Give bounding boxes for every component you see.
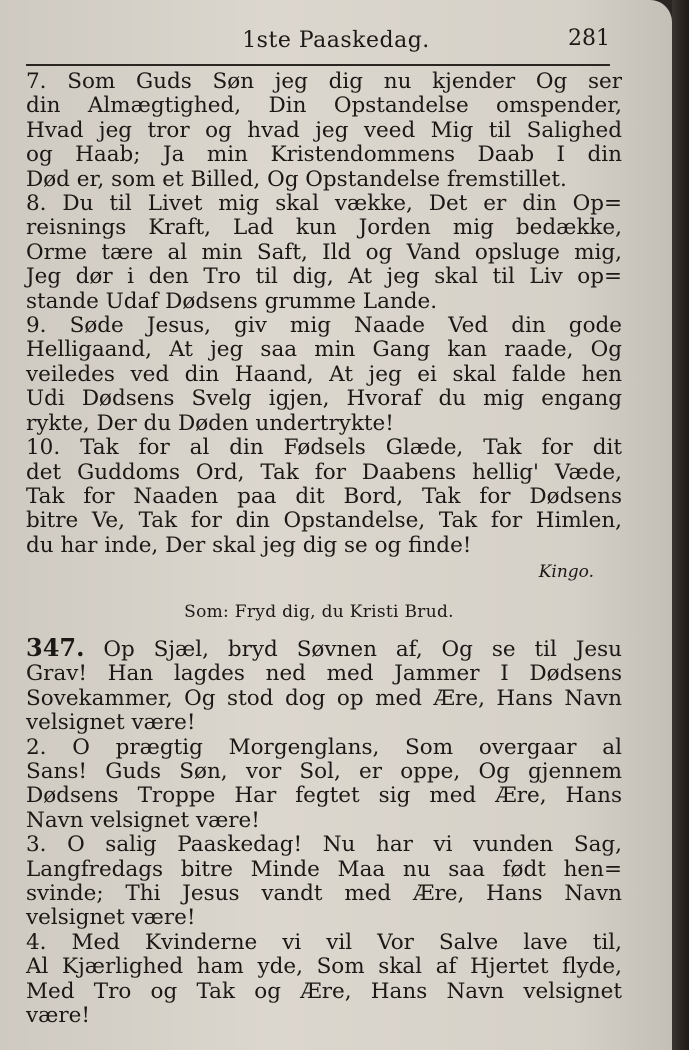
text-line: det Guddoms Ord, Tak for Daabens hellig' Væde, <box>26 459 622 485</box>
text-line: stande Udaf Dødsens grumme Lande. <box>26 288 438 314</box>
text-line: 4. Med Kvinderne vi vil Vor Salve lave til, <box>26 929 622 955</box>
text-line: Hvad jeg tror og hvad jeg veed Mig til Salighed <box>26 117 622 143</box>
text-line: 9. Søde Jesus, giv mig Naade Ved din gode <box>26 313 622 339</box>
text-line: veiledes ved din Haand, At jeg ei skal falde hen <box>26 361 622 387</box>
text-line: din Almægtighed, Din Opstandelse omspender, <box>26 93 622 119</box>
author-attribution: Kingo. <box>538 562 594 582</box>
text-line: Langfredags bitre Minde Maa nu saa født hen= <box>26 856 622 882</box>
text-line: Grav! Han lagdes ned med Jammer I Dødsens <box>26 661 622 687</box>
text-line: rykte, Der du Døden undertrykte! <box>26 410 394 436</box>
text-line: 10. Tak for al din Fødsels Glæde, Tak for dit <box>26 435 622 461</box>
text-line: reisnings Kraft, Lad kun Jorden mig bedække, <box>26 215 622 241</box>
text-line: svinde; Thi Jesus vandt med Ære, Hans Navn <box>26 881 622 907</box>
text-line: 3. O salig Paaskedag! Nu har vi vunden Sag, <box>26 832 622 858</box>
text-line: bitre Ve, Tak for din Opstandelse, Tak for Himlen, <box>26 508 622 534</box>
text-line: 7. Som Guds Søn jeg dig nu kjender Og ser <box>26 69 622 94</box>
melody-note: Som: Fryd dig, du Kristi Brud. <box>184 602 454 622</box>
text-line: Sovekammer, Og stod dog op med Ære, Hans Navn <box>26 685 622 711</box>
text-line: Jeg dør i den Tro til dig, At jeg skal til Liv op= <box>26 264 622 290</box>
hymn-number: 347. <box>26 633 85 662</box>
text-line: Navn velsignet være! <box>26 807 260 833</box>
text-line: Sans! Guds Søn, vor Sol, er oppe, Og gjennem <box>26 759 622 785</box>
text-line: velsignet være! <box>26 710 196 736</box>
text-line: være! <box>26 1003 90 1029</box>
text-line: Med Tro og Tak og Ære, Hans Navn velsignet <box>26 978 622 1004</box>
text-line: du har inde, Der skal jeg dig se og finde! <box>26 532 472 558</box>
text-line: Orme tære al min Saft, Ild og Vand opsluge mig, <box>26 239 622 265</box>
text-line: Udi Dødsens Svelg igjen, Hvoraf du mig engang <box>26 386 622 412</box>
hymn-first-line: Op Sjæl, bryd Søvnen af, Og se til Jesu <box>103 637 623 662</box>
text-line: Dødsens Troppe Har fegtet sig med Ære, Hans <box>26 783 622 809</box>
text-line: 2. O prægtig Morgenglans, Som overgaar al <box>26 734 622 760</box>
text-line: Død er, som et Billed, Og Opstandelse fremstillet. <box>26 166 567 192</box>
hymn-346-text <box>26 70 622 558</box>
hymn-347-text <box>26 633 623 1029</box>
text-line: 8. Du til Livet mig skal vække, Det er din Op= <box>26 191 622 217</box>
text-line: Helligaand, At jeg saa min Gang kan raade, Og <box>26 337 622 363</box>
text-line: og Haab; Ja min Kristendommens Daab I din <box>26 142 622 168</box>
text-line <box>26 633 623 662</box>
text-line: velsignet være! <box>26 905 196 931</box>
text-line: Tak for Naaden paa dit Bord, Tak for Dødsens <box>26 483 622 509</box>
header-rule <box>26 64 610 66</box>
page-number: 281 <box>568 26 610 51</box>
text-line: Al Kjærlighed ham yde, Som skal af Hjertet flyde, <box>26 954 622 980</box>
running-title: 1ste Paaskedag. <box>242 28 430 53</box>
binding-shadow <box>672 0 689 1050</box>
page-header <box>0 24 672 58</box>
